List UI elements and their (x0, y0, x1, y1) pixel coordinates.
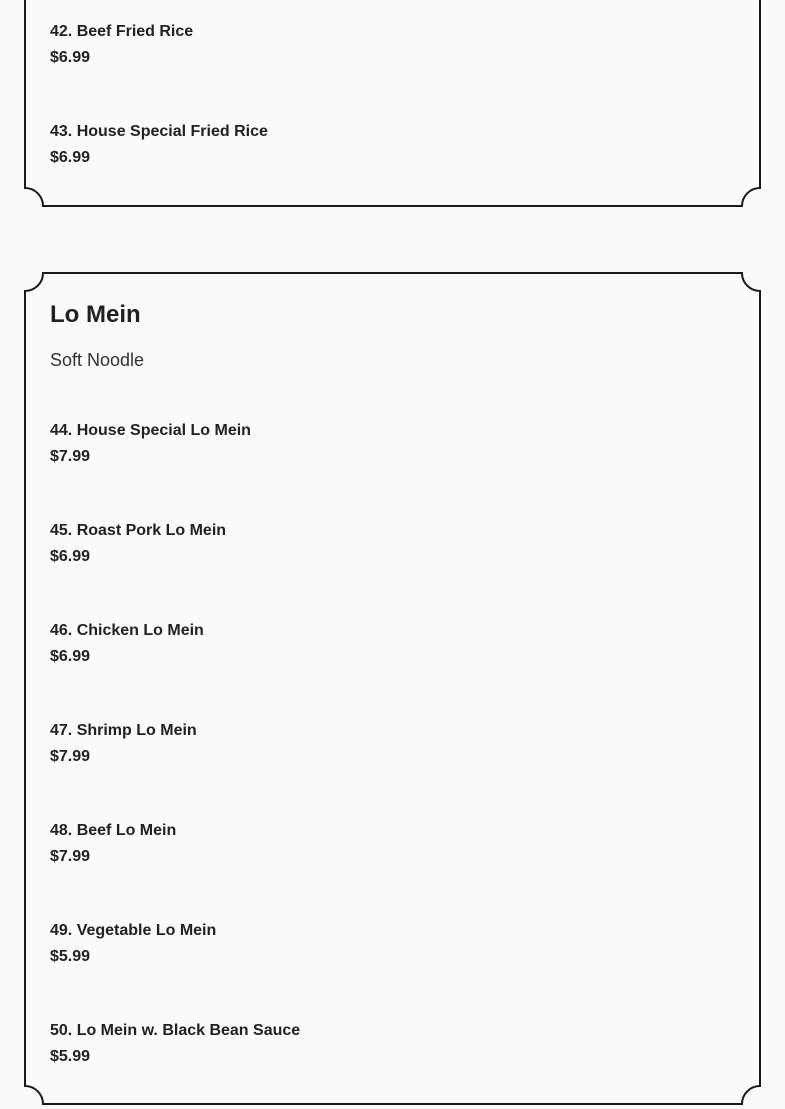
item-name: 45. Roast Pork Lo Mein (50, 522, 227, 539)
item-price: $6.99 (50, 49, 91, 66)
menu-item[interactable] (50, 21, 650, 81)
item-name: 43. House Special Fried Rice (50, 123, 268, 140)
menu-item[interactable] (50, 720, 650, 780)
menu-item[interactable] (50, 121, 650, 181)
item-price: $7.99 (50, 848, 91, 865)
item-name: 47. Shrimp Lo Mein (50, 722, 197, 739)
item-price: $6.99 (50, 149, 91, 166)
menu-item[interactable] (50, 1020, 650, 1080)
menu-item[interactable] (50, 520, 650, 580)
menu-item[interactable] (50, 920, 650, 980)
lo-mein-section-card (24, 272, 761, 1106)
fried-rice-section-card (24, 0, 761, 208)
item-price: $5.99 (50, 948, 91, 965)
item-name: 48. Beef Lo Mein (50, 822, 177, 839)
item-name: 46. Chicken Lo Mein (50, 622, 204, 639)
item-name: 50. Lo Mein w. Black Bean Sauce (50, 1022, 301, 1039)
menu-item[interactable] (50, 420, 650, 480)
item-price: $6.99 (50, 548, 91, 565)
item-price: $7.99 (50, 748, 91, 765)
item-name: 42. Beef Fried Rice (50, 23, 194, 40)
item-name: 44. House Special Lo Mein (50, 422, 251, 439)
item-price: $7.99 (50, 448, 91, 465)
item-price: $5.99 (50, 1048, 91, 1065)
item-name: 49. Vegetable Lo Mein (50, 922, 217, 939)
section-subtitle: Soft Noodle (50, 350, 145, 370)
item-price: $6.99 (50, 648, 91, 665)
menu-item[interactable] (50, 620, 650, 680)
menu-item[interactable] (50, 820, 650, 880)
section-title: Lo Mein (50, 301, 141, 328)
card-border (24, 272, 761, 1106)
